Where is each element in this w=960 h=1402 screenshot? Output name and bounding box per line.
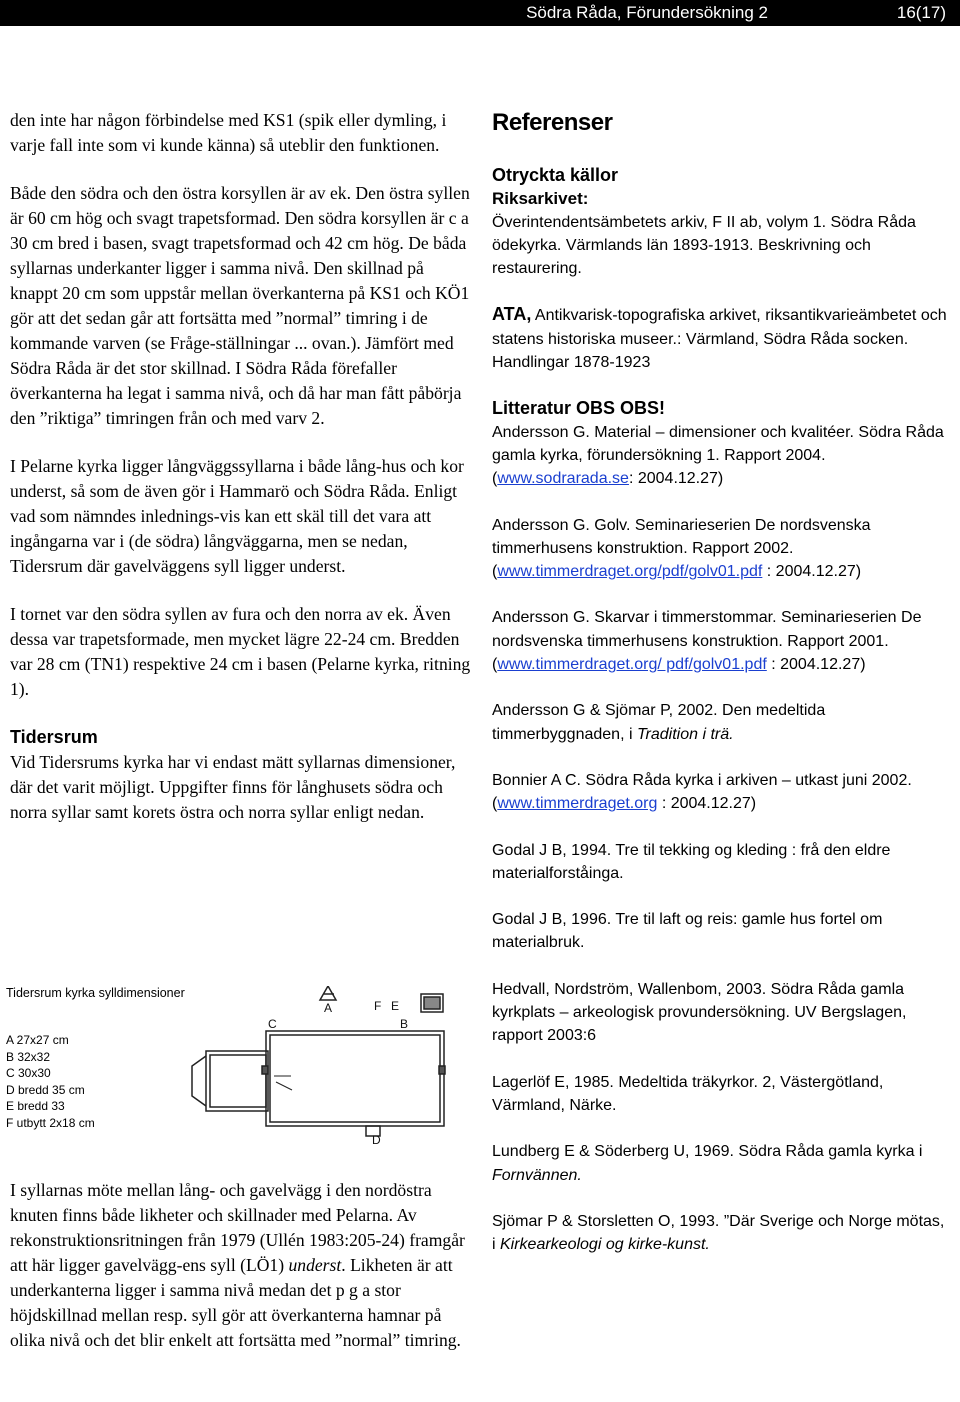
- reference-item: Överintendentsämbetets arkiv, F II ab, volym 1. Södra Råda ödekyrka. Värmlands län 1893-1913. Beskrivning och restaurering.: [492, 213, 916, 278]
- page-number: 16(17): [896, 3, 946, 22]
- reference-item: Andersson G. Material – dimensioner och kvalitéer. Södra Råda gamla kyrka, förundersökning 1. Rapport 2004. (www.sodrarada.se: 2004.12.27): [492, 423, 944, 488]
- reference-item: Andersson G & Sjömar P, 2002. Den medeltida timmerbyggnaden, i Tradition i trä.: [492, 702, 826, 743]
- reference-item: Lagerlöf E, 1985. Medeltida träkyrkor. 2, Västergötland, Värmland, Närke.: [492, 1073, 884, 1114]
- legend-item: B 32x32: [6, 1049, 51, 1064]
- legend-item: C 30x30: [6, 1066, 51, 1080]
- reference-item: Andersson G. Skarvar i timmerstommar. Seminarieserien De nordsvenska timmerhusens konstruktion. Rapport 2001. (www.timmerdraget.org/ pdf/golv01.pdf : 2004.12.27): [492, 609, 922, 674]
- subheading-otryckta: Otryckta källor: [492, 165, 619, 185]
- references-column: [492, 108, 952, 1279]
- plan-label-e: E: [391, 999, 400, 1013]
- plan-label-d: D: [372, 1133, 381, 1146]
- reference-item: Godal J B, 1994. Tre til tekking og kleding : frå den eldre materialforståinga.: [492, 841, 891, 882]
- reference-item: Bonnier A C. Södra Råda kyrka i arkiven – utkast juni 2002. (www.timmerdraget.org : 2004.12.27): [492, 771, 912, 813]
- subheading-riksarkivet: Riksarkivet:: [492, 189, 589, 209]
- plan-label-b: B: [400, 1017, 409, 1031]
- church-floor-plan: [6, 986, 446, 1146]
- reference-link[interactable]: www.timmerdraget.org/ pdf/golv01.pdf: [497, 656, 767, 674]
- plan-label-f: F: [374, 999, 382, 1013]
- plan-label-a: A: [324, 1001, 333, 1015]
- left-column: [10, 108, 472, 825]
- floor-plan-figure: [6, 986, 446, 1146]
- paragraph: I Pelarne kyrka ligger långväggssyllarna i både lång-hus och kor underst, så som de även gör i Hammarö och Södra Råda. Enligt vad som nämndes inlednings-vis kan ett skäl till det vara att ingångarna var i (de södra) långväggarna, men se nedan, Tidersrum där gavelväggens syll ligger underst.: [10, 456, 464, 576]
- reference-item: ATA, Antikvarisk-topografiska arkivet, riksantikvarieämbetet och statens historiska museer.: Värmland, Södra Råda socken. Handlingar 1878-1923: [492, 304, 947, 372]
- legend-item: F utbytt 2x18 cm: [6, 1115, 95, 1130]
- page-header: [0, 0, 960, 26]
- paragraph: den inte har någon förbindelse med KS1 (spik eller dymling, i varje fall inte som vi kunde känna) så uteblir den funktionen.: [10, 110, 447, 155]
- references-heading: Referenser: [492, 109, 613, 136]
- reference-link[interactable]: www.timmerdraget.org: [497, 795, 658, 813]
- header-title: Södra Råda, Förundersökning 2: [526, 3, 768, 22]
- reference-item: Sjömar P & Storsletten O, 1993. ”Där Sverige och Norge mötas, i Kirkearkeologi og kirke-kunst.: [492, 1212, 945, 1254]
- paragraph: I tornet var den södra syllen av fura och den norra av ek. Även dessa var trapetsformade, men mycket lägre 22-24 cm. Bredden var 28 cm (TN1) respektive 24 cm i basen (Pelarne kyrka, ritning 1).: [10, 604, 471, 699]
- reference-item: Hedvall, Nordström, Wallenbom, 2003. Södra Råda gamla kyrkplats – arkeologisk provundersökning. UV Bergslagen, rapport 2003:6: [492, 980, 907, 1045]
- left-column-bottom: [10, 1178, 472, 1353]
- legend-item: D bredd 35 cm: [6, 1082, 85, 1097]
- legend-item: A 27x27 cm: [6, 1033, 69, 1047]
- reference-item: Andersson G. Golv. Seminarieserien De nordsvenska timmerhusens konstruktion. Rapport 2002. (www.timmerdraget.org/pdf/golv01.pdf : 2004.12.27): [492, 516, 871, 581]
- reference-link[interactable]: www.timmerdraget.org/pdf/golv01.pdf: [497, 563, 763, 581]
- plan-label-c: C: [268, 1017, 277, 1031]
- section-heading-tidersrum: Tidersrum: [10, 727, 98, 747]
- reference-link[interactable]: www.sodrarada.se: [497, 470, 629, 488]
- paragraph: Både den södra och den östra korsyllen är av ek. Den östra syllen är 60 cm hög och svagt trapetsformad. Den södra korsyllen är c a 30 cm bred i basen, svagt trapetsformad och 42 cm hög. De båda syllarnas underkanter ligger i samma nivå. Den skillnad på knappt 20 cm som uppstår mellan överkanterna på KS1 och KÖ1 gör att det sedan går att fortsätta med ”normal” timring i de kommande varven (se Fråge-ställningar ... ovan.). Jämfört med Södra Råda är det stor skillnad. I Södra Råda förefaller överkanterna ha legat i samma nivå, och då har man fått påbörja den ”riktiga” timringen från och med varv 2.: [10, 183, 470, 428]
- legend-item: E bredd 33: [6, 1099, 65, 1113]
- paragraph: Vid Tidersrums kyrka har vi endast mätt syllarnas dimensioner, där det varit möjligt. Uppgifter finns för långhusets södra och norra syllar samt korets östra och norra syllar enligt nedan.: [10, 752, 456, 822]
- figure-caption: Tidersrum kyrka sylldimensioner: [6, 986, 185, 1000]
- paragraph: I syllarnas möte mellan lång- och gavelvägg i den nordöstra knuten finns både likheter och skillnader med Pelarna. Av rekonstruktionsritningen från 1979 (Ullén 1983:205-24) framgår att här ligger gavelvägg-ens syll (LÖ1) underst. Likheten är att underkanterna ligger i samma nivå medan det p g a stor höjdskillnad mellan resp. syll gör att överkanterna hamnar på olika nivå och det blir enkelt att fortsätta med ”normal” timring.: [10, 1180, 465, 1350]
- reference-item: Lundberg E & Söderberg U, 1969. Södra Råda gamla kyrka i Fornvännen.: [492, 1143, 923, 1184]
- subheading-litteratur: Litteratur OBS OBS!: [492, 398, 666, 419]
- reference-item: Godal J B, 1996. Tre til laft og reis: gamle hus fortel om materialbruk.: [492, 911, 883, 952]
